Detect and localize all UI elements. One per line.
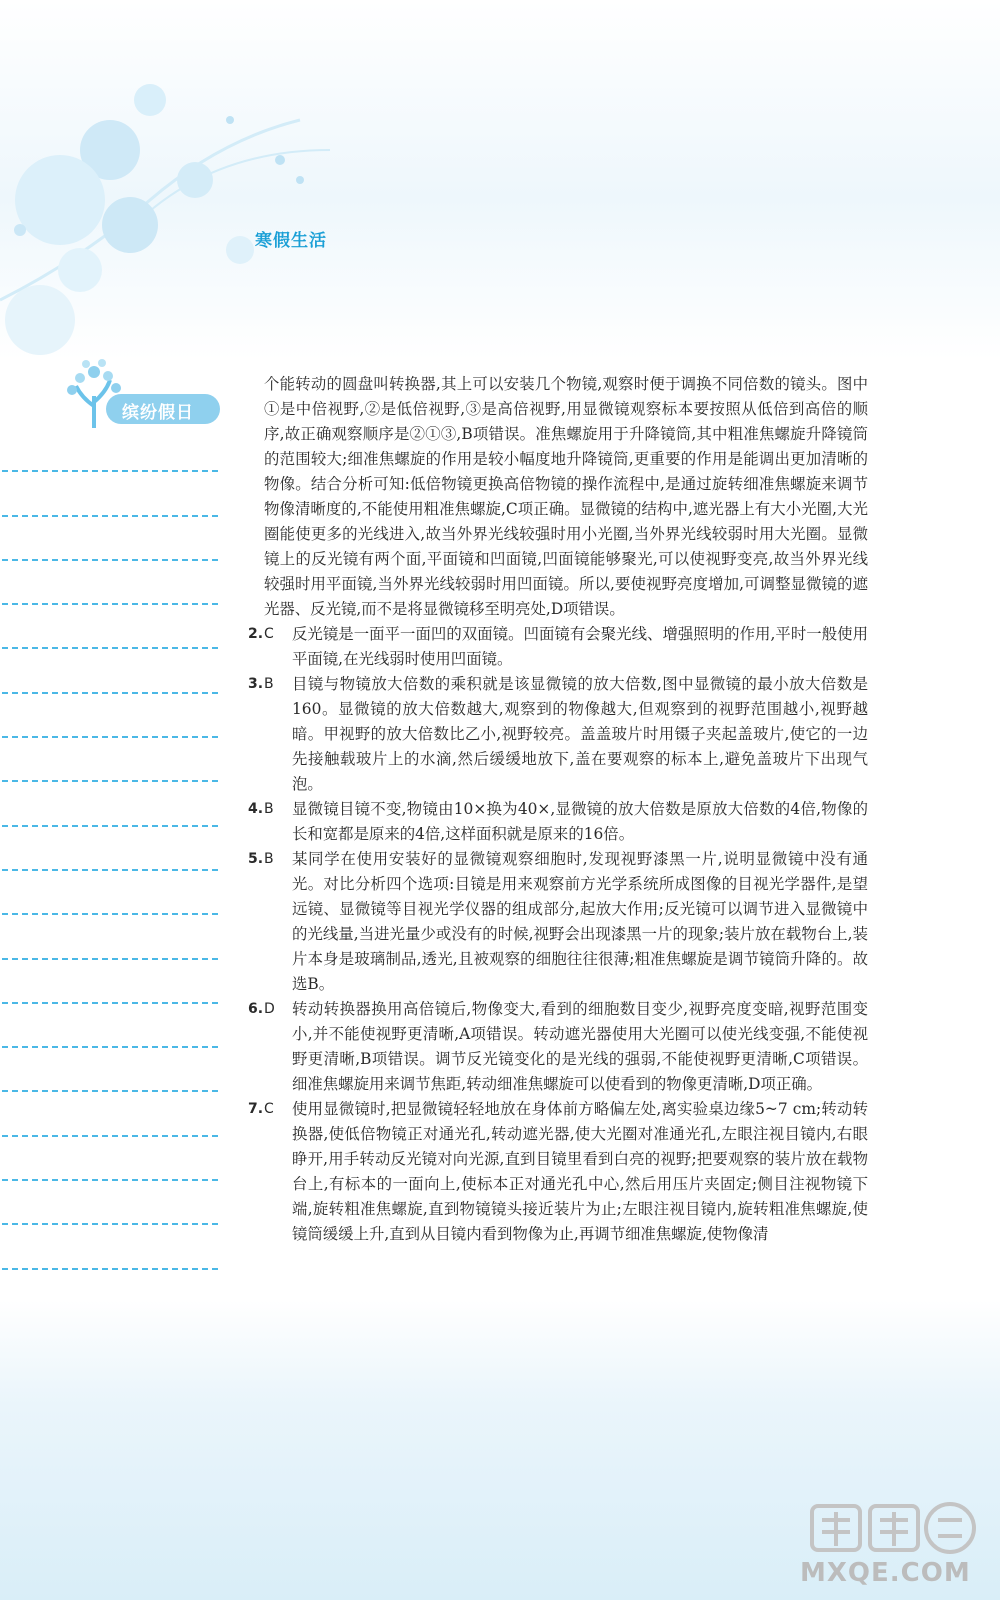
note-line: [0, 1157, 230, 1201]
note-line: [0, 1068, 230, 1112]
note-line: [0, 891, 230, 935]
answer-item: [248, 847, 868, 997]
answer-explanation: 某同学在使用安装好的显微镜观察细胞时,发现视野漆黑一片,说明显微镜中没有通光。对比分析四个选项:目镜是用来观察前方光学系统所成图像的目视光学器件,是望远镜、显微镜等目视光学仪器的组成部分,起放大作用;反光镜可以调节进入显微镜中的光线量,当进光量少或没有的时候,视野会出现漆黑一片的现象;装片放在载物台上,装片本身是玻璃制品,透光,且被观察的细胞往往很薄;粗准焦螺旋是调节镜筒升降的。故选B。: [292, 850, 868, 993]
note-line: [0, 669, 230, 713]
answer-item: [248, 797, 868, 847]
answer-explanation: 转动转换器换用高倍镜后,物像变大,看到的细胞数目变少,视野亮度变暗,视野范围变小,并不能使视野更清晰,A项错误。转动遮光器使用大光圈可以使光线变强,不能使视野更清晰,B项错误。调节反光镜变化的是光线的强弱,不能使视野更清晰,C项错误。细准焦螺旋用来调节焦距,转动细准焦螺旋可以使看到的物像更清晰,D项正确。: [292, 1000, 868, 1093]
answer-choice: C: [264, 1101, 274, 1117]
answer-item: [248, 997, 868, 1097]
answer-number: 4.: [248, 801, 264, 817]
answer-explanation: 使用显微镜时,把显微镜轻轻地放在身体前方略偏左处,离实验桌边缘5~7 cm;转动转换器,使低倍物镜正对通光孔,转动遮光器,使大光圈对准通光孔,左眼注视目镜内,右眼睁开,用手转动反光镜对向光源,直到目镜里看到白亮的视野;把要观察的装片放在载物台上,有标本的一面向上,使标本正对通光孔中心,然后用压片夹固定;侧目注视物镜下端,旋转粗准焦螺旋,直到物镜镜头接近装片为止;左眼注视目镜内,旋转粗准焦螺旋,使镜筒缓缓上升,直到从目镜内看到物像为止,再调节细准焦螺旋,使物像清: [292, 1100, 868, 1243]
answer-item: [248, 622, 868, 672]
note-line: [0, 980, 230, 1024]
answer-explanation: 目镜与物镜放大倍数的乘积就是该显微镜的放大倍数,图中显微镜的最小放大倍数是160。显微镜的放大倍数越大,观察到的物像越大,但观察到的视野范围越小,视野越暗。甲视野的放大倍数比乙小,视野较亮。盖盖玻片时用镊子夹起盖玻片,使它的一边先接触载玻片上的水滴,然后缓缓地放下,盖在要观察的标本上,避免盖玻片下出现气泡。: [292, 675, 868, 793]
watermark-url: MXQE.COM: [800, 1558, 971, 1588]
badge-label: 缤纷假日: [122, 403, 194, 423]
note-line: [0, 935, 230, 979]
note-line: [0, 625, 230, 669]
header-floral-background: [0, 0, 1000, 360]
answer-choice: D: [264, 1001, 275, 1017]
answer-choice: B: [264, 676, 274, 692]
note-line: [0, 714, 230, 758]
note-line: [0, 1024, 230, 1068]
answer-number: 6.: [248, 1001, 264, 1017]
answer-explanation: 反光镜是一面平一面凹的双面镜。凹面镜有会聚光线、增强照明的作用,平时一般使用平面镜,在光线弱时使用凹面镜。: [292, 625, 868, 668]
answer-number: 3.: [248, 676, 264, 692]
note-line: [0, 537, 230, 581]
note-line: [0, 492, 230, 536]
note-line: [0, 847, 230, 891]
notes-lines: [0, 448, 230, 1290]
side-badge: [58, 358, 228, 430]
note-line: [0, 448, 230, 492]
note-line: [0, 1201, 230, 1245]
note-line: [0, 581, 230, 625]
answer-choice: B: [264, 801, 274, 817]
note-line: [0, 1245, 230, 1289]
answer-number: 2.: [248, 626, 264, 642]
answer-list: [248, 622, 868, 1247]
answer-item: [248, 1097, 868, 1247]
note-line: [0, 1112, 230, 1156]
note-line: [0, 758, 230, 802]
watermark: [800, 1498, 980, 1598]
floral-decoration-icon: [0, 0, 1000, 360]
watermark-logo-icon: [810, 1498, 980, 1558]
answer-explanation: 显微镜目镜不变,物镜由10×换为40×,显微镜的放大倍数是原放大倍数的4倍,物像的长和宽都是原来的4倍,这样面积就是原来的16倍。: [292, 800, 868, 843]
answer-choice: C: [264, 626, 274, 642]
answer-choice: B: [264, 851, 274, 867]
answer-content: [248, 372, 868, 1247]
section-title: 寒假生活: [255, 231, 327, 251]
answer-item: [248, 672, 868, 797]
note-line: [0, 802, 230, 846]
answer-continuation: 个能转动的圆盘叫转换器,其上可以安装几个物镜,观察时便于调换不同倍数的镜头。图中①是中倍视野,②是低倍视野,③是高倍视野,用显微镜观察标本要按照从低倍到高倍的顺序,故正确观察顺序是②①③,B项错误。准焦螺旋用于升降镜筒,其中粗准焦螺旋升降镜筒的范围较大;细准焦螺旋的作用是较小幅度地升降镜筒,更重要的作用是能调出更加清晰的物像。结合分析可知:低倍物镜更换高倍物镜的操作流程中,是通过旋转细准焦螺旋来调节物像清晰度的,不能使用粗准焦螺旋,C项正确。显微镜的结构中,遮光器上有大小光圈,大光圈能使更多的光线进入,故当外界光线较强时用小光圈,当外界光线较弱时用大光圈。显微镜上的反光镜有两个面,平面镜和凹面镜,凹面镜能够聚光,可以使视野变亮,故当外界光线较强时用平面镜,当外界光线较弱时用凹面镜。所以,要使视野亮度增加,可调整显微镜的遮光器、反光镜,而不是将显微镜移至明亮处,D项错误。: [264, 375, 868, 618]
answer-number: 7.: [248, 1101, 264, 1117]
answer-number: 5.: [248, 851, 264, 867]
